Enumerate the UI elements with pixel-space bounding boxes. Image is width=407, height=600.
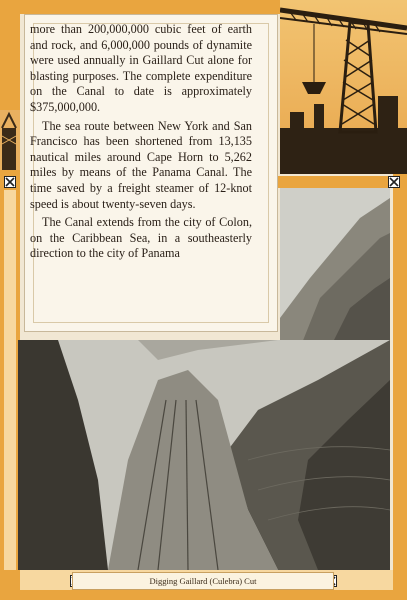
right-band (393, 174, 407, 600)
photo-caption (72, 572, 334, 590)
canal-excavation-photo (18, 340, 390, 570)
left-inner-band (4, 190, 16, 570)
caption-text: Digging Gaillard (Culebra) Cut (149, 576, 257, 586)
paragraph-1: more than 200,000,000 cubic feet of earth and rock, and 6,000,000 pounds of dynamite were used annually in Gaillard Cut alone for blasting purposes. The complete expenditure on the Canal to date is approximately $375,000,000. (30, 22, 252, 114)
middle-right-band (278, 176, 393, 188)
paragraph-3: The Canal extends from the city of Colon, on the Caribbean Sea, in a southeasterly direction to the city of Panama (30, 215, 252, 261)
left-crane-illustration (0, 110, 20, 170)
crane-illustration (280, 0, 407, 174)
corner-marker-left (4, 176, 16, 188)
paragraph-2: The sea route between New York and San Francisco has been shortened from 13,135 nautical miles around Cape Horn to 5,262 miles by means of the Panama Canal. The time saved by a freight steamer of 12-knot speed is about twenty-seven days. (30, 118, 252, 211)
mountain-photo (280, 188, 390, 348)
corner-marker-right (388, 176, 400, 188)
cross-icon (5, 177, 15, 187)
cross-icon (389, 177, 399, 187)
body-text (30, 22, 252, 265)
